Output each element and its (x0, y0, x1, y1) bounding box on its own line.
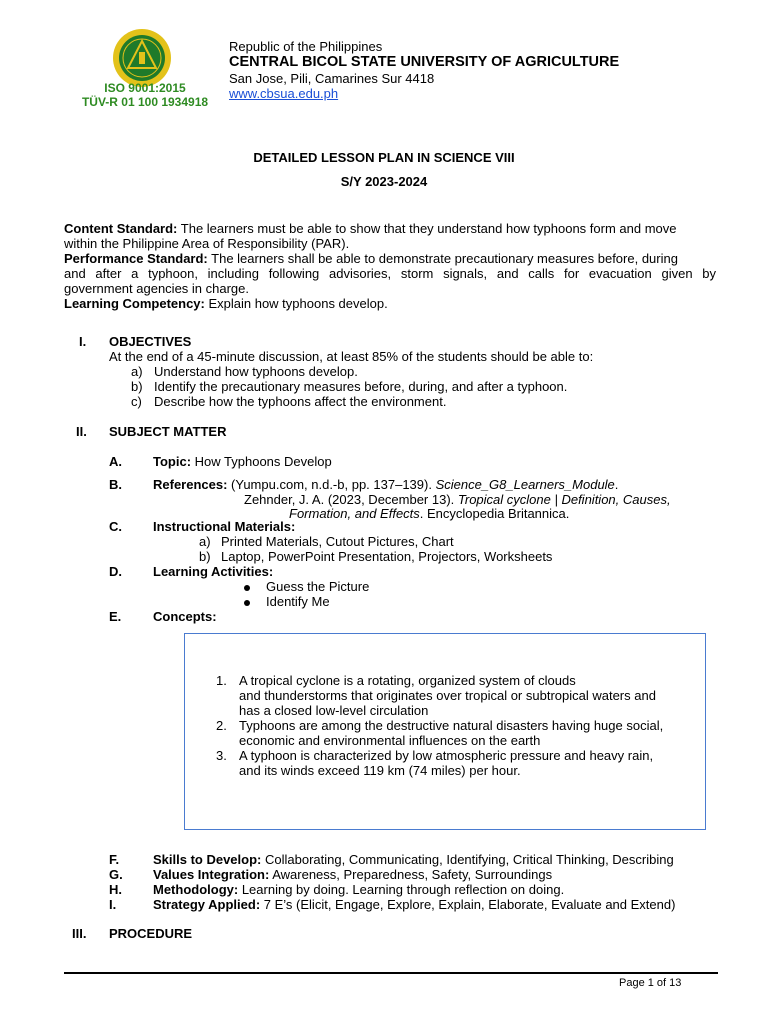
document-title: DETAILED LESSON PLAN IN SCIENCE VIII (253, 150, 515, 165)
list-item: b) Identify the precautionary measures before, during, and after a typhoon. (131, 379, 568, 394)
list-item: 2. Typhoons are among the destructive natural disasters having huge social, economic and environmental influences on the earth (216, 718, 664, 748)
university-name: CENTRAL BICOL STATE UNIVERSITY OF AGRICULTURE (229, 54, 620, 70)
letterhead (229, 39, 619, 101)
reference-1: References: (Yumpu.com, n.d.-b, pp. 137–139). Science_G8_Learners_Module. (153, 477, 619, 492)
list-item: Guess the Picture (244, 579, 369, 594)
section-heading-subject-matter: SUBJECT MATTER (109, 424, 227, 439)
list-item: c) Describe how the typhoons affect the environment. (131, 394, 447, 409)
list-item: a) Understand how typhoons develop. (131, 364, 358, 379)
item-letter-concepts: E. (109, 609, 122, 624)
iso-standard: ISO 9001:2015 (104, 81, 186, 95)
materials-list (199, 534, 552, 564)
list-item: 3. A typhoon is characterized by low atmospheric pressure and heavy rain, and its winds exceed 119 km (74 miles) per hour. (216, 748, 654, 778)
section-heading-objectives: OBJECTIVES (109, 334, 192, 349)
skills-line: Skills to Develop: Collaborating, Communicating, Identifying, Critical Thinking, Describing (153, 852, 674, 867)
standards-block (64, 221, 716, 311)
page-number: Page 1 of 13 (619, 977, 682, 989)
list-item: b) Laptop, PowerPoint Presentation, Projectors, Worksheets (199, 549, 553, 564)
content-standard-text: The learners must be able to show that they understand how typhoons form and move (177, 221, 677, 236)
bullet-icon (244, 600, 250, 606)
item-letter-references: B. (109, 477, 122, 492)
materials-label: Instructional Materials: (153, 519, 296, 534)
activities-list (244, 579, 369, 609)
performance-standard-text-cont: and after a typhoon, including following advisories, storm signals, and calls for evacuation given by (64, 266, 716, 281)
performance-standard-text: The learners shall be able to demonstrate precautionary measures before, during (207, 251, 678, 266)
objectives-list (131, 364, 567, 409)
objectives-intro: At the end of a 45-minute discussion, at least 85% of the students should be able to: (109, 349, 594, 364)
iso-registration: TÜV-R 01 100 1934918 (81, 95, 209, 109)
content-standard-text-cont: within the Philippine Area of Responsibility (PAR). (64, 236, 350, 251)
item-letter-topic: A. (109, 454, 122, 469)
item-letter-activities: D. (109, 564, 122, 579)
bullet-icon (244, 585, 250, 591)
item-letter-values: G. (109, 867, 123, 882)
university-seal-logo (112, 28, 172, 88)
performance-standard-label: Performance Standard: (64, 251, 208, 266)
footer-divider (64, 972, 718, 974)
republic-line: Republic of the Philippines (229, 39, 383, 54)
activities-label: Learning Activities: (153, 564, 274, 579)
item-letter-strategy: I. (109, 897, 117, 912)
section-numeral-procedure: III. (72, 926, 87, 941)
list-item: Identify Me (244, 594, 369, 609)
concepts-box (184, 633, 706, 830)
performance-standard-text-end: government agencies in charge. (64, 281, 250, 296)
reference-2-cont: Formation, and Effects. Encyclopedia Britannica. (289, 506, 570, 521)
learning-competency-text: Explain how typhoons develop. (204, 296, 388, 311)
section-numeral-objectives: I. (79, 334, 87, 349)
values-line: Values Integration: Awareness, Preparedness, Safety, Surroundings (153, 867, 553, 882)
list-item: 1. A tropical cyclone is a rotating, organized system of clouds and thunderstorms that originates over tropical or subtropical waters and has a closed low-level circulation (216, 673, 656, 718)
methodology-line: Methodology: Learning by doing. Learning through reflection on doing. (153, 882, 565, 897)
iso-certification (70, 81, 220, 109)
list-item: a) Printed Materials, Cutout Pictures, Chart (199, 534, 454, 549)
learning-competency-label: Learning Competency: (64, 296, 205, 311)
website-link[interactable]: www.cbsua.edu.ph (229, 86, 339, 101)
section-heading-procedure: PROCEDURE (109, 926, 193, 941)
strategy-line: Strategy Applied: 7 E’s (Elicit, Engage, Explore, Explain, Elaborate, Evaluate and Extend) (153, 897, 676, 912)
content-standard-label: Content Standard: (64, 221, 178, 236)
reference-2: Zehnder, J. A. (2023, December 13). Tropical cyclone | Definition, Causes, (244, 492, 671, 507)
section-numeral-subject-matter: II. (76, 424, 87, 439)
university-address: San Jose, Pili, Camarines Sur 4418 (229, 71, 435, 86)
item-letter-methodology: H. (109, 882, 122, 897)
concepts-label: Concepts: (153, 609, 217, 624)
concepts-list (216, 673, 663, 778)
school-year: S/Y 2023-2024 (340, 174, 428, 189)
item-letter-materials: C. (109, 519, 122, 534)
item-letter-skills: F. (109, 852, 120, 867)
topic-line: Topic: How Typhoons Develop (153, 454, 332, 469)
